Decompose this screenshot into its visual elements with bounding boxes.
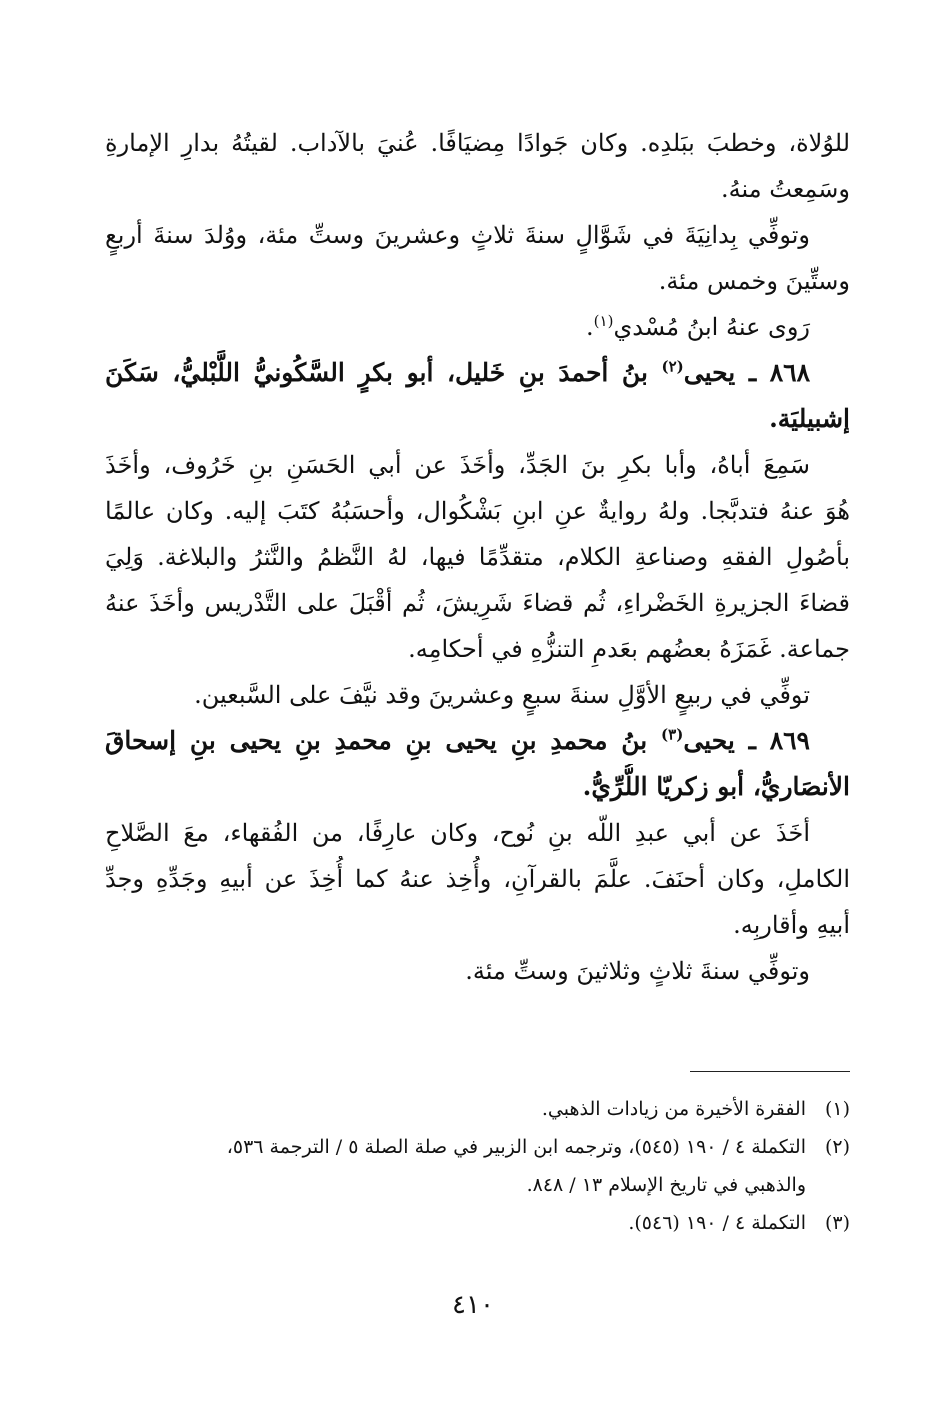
- entry-number-869: ٨٦٩ ـ يحيى: [683, 726, 810, 755]
- text-line: بأصُولِ الفقهِ وصناعةِ الكلام، متقدِّمًا فيها، لهُ النَّظمُ والنَّثرُ والبلاغة. وَلِيَ: [105, 543, 850, 571]
- text-line: توفِّي في ربيعٍ الأوَّلِ سنةَ سبعٍ وعشرينَ وقد نيَّفَ على السَّبعين.: [194, 681, 810, 709]
- text-line: وتوفِّي بِدانِيَةَ في شَوَّالٍ سنةَ ثلاثٍ وعشرينَ وستِّ مئة، ووُلدَ سنةَ أربعٍ: [105, 221, 810, 249]
- entry-number-868: ٨٦٨ ـ يحيى: [683, 358, 811, 387]
- footnotes: [105, 1090, 850, 1242]
- text-line: أخَذَ عن أبي عبدِ اللّه بنِ نُوح، وكان عارِفًا، من الفُقهاء، معَ الصَّلاحِ: [105, 819, 810, 847]
- text-line: وتوفِّي سنةَ ثلاثٍ وثلاثينَ وستِّ مئة.: [465, 957, 810, 985]
- text-line: [105, 304, 850, 350]
- text-line: وستِّينَ وخمس مئة.: [658, 267, 850, 295]
- footnote-marker: (١): [824, 1098, 850, 1120]
- entry-heading-continued: إشبيليَة.: [769, 404, 850, 433]
- footnote-text: الفقرة الأخيرة من زيادات الذهبي.: [541, 1098, 806, 1120]
- text-line: للوُلاة، وخطبَ ببَلدِه. وكان جَوادًا مِضيَافًا. عُنيَ بالآداب. لقيتُهُ بدارِ الإمارةِ: [105, 129, 850, 157]
- footnote-text: التكملة ٤ / ١٩٠ (٥٤٦).: [628, 1212, 806, 1234]
- footnote-1: [105, 1090, 850, 1128]
- footnote-3: [105, 1204, 850, 1242]
- text-line: قضاءَ الجزيرةِ الخَضْراءِ، ثُم قضاءَ شَرِيشَ، ثُم أقْبَلَ على التَّدْريس وأخَذَ عنهُ: [105, 589, 850, 617]
- text-line: سَمِعَ أباهُ، وأبا بكرِ بنَ الجَدِّ، وأخَذَ عن أبي الحَسَنِ بنِ خَرُوف، وأخَذَ: [105, 451, 810, 479]
- footnote-reference: (١): [593, 312, 614, 330]
- main-text: [105, 120, 850, 994]
- text-line: وسَمِعتُ منهُ.: [721, 175, 850, 203]
- text-line: أبيهِ وأقاربِه.: [733, 911, 850, 939]
- entry-heading-continued: الأنصَاريُّ، أبو زكريّا اللُّرِّيُّ.: [582, 772, 850, 801]
- text-span: .: [586, 313, 594, 341]
- text-line: الكاملِ، وكان أحنَفَ. علَّمَ بالقرآنِ، وأُخِذ عنهُ كما أُخِذَ عن أبيهِ وجَدِّهِ وجدِّ: [105, 865, 850, 893]
- footnote-divider: [690, 1071, 850, 1072]
- entry-heading: [105, 718, 850, 764]
- text-span: رَوى عنهُ ابنُ مُسْدي: [613, 313, 810, 341]
- footnote-2-continued: والذهبي في تاريخ الإسلام ١٣ / ٨٤٨.: [526, 1174, 806, 1196]
- footnote-reference: (٣): [661, 725, 684, 744]
- text-line: جماعة. غَمَزَهُ بعضُهم بعَدمِ التنزُّهِ في أحكامِه.: [408, 635, 850, 663]
- footnote-reference: (٢): [661, 357, 684, 376]
- footnote-marker: (٣): [824, 1212, 850, 1234]
- entry-heading: [105, 350, 850, 396]
- entry-heading-text: بنُ محمدِ بنِ يحيى بنِ محمدِ بنِ يحيى بنِ إسحاقَ: [105, 726, 662, 755]
- page-number: ٤١٠: [452, 1290, 494, 1320]
- text-line: هُوَ عنهُ فتدبَّجا. ولهُ روايةٌ عنِ ابنِ بَشْكُوال، وأحسَبُهُ كتَبَ إليه. وكان عالمًا: [105, 497, 850, 525]
- footnote-text: التكملة ٤ / ١٩٠ (٥٤٥)، وترجمه ابن الزبير في صلة الصلة ٥ / الترجمة ٥٣٦،: [226, 1136, 806, 1158]
- footnote-2: [105, 1128, 850, 1166]
- footnote-marker: (٢): [824, 1136, 850, 1158]
- entry-heading-text: بنُ أحمدَ بنِ خَليل، أبو بكرٍ السَّكُونيُّ اللَّبْليُّ، سَكَنَ: [105, 358, 662, 387]
